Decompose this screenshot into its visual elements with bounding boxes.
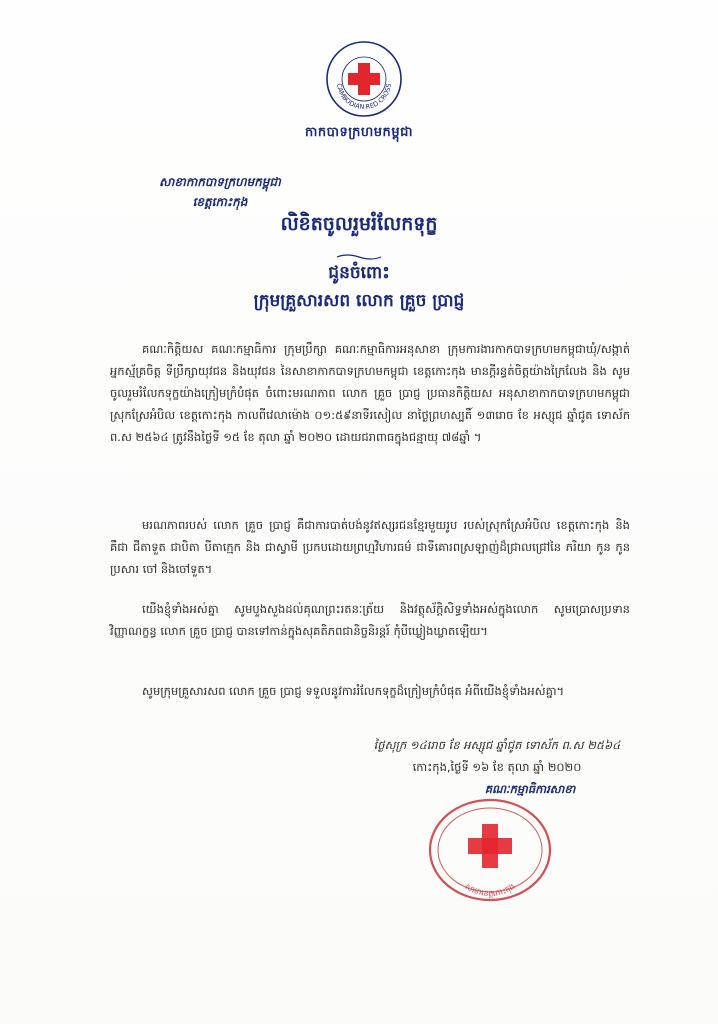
- paragraph-2: មរណភាពរបស់ លោក គ្រួច ប្រាជ្ញ គឺជាការបាត់បង់នូវឥស្សរជនខ្មែរមួយរូប របស់ស្រុកស្រែអំបិល ខេត្តកោះកុង និងគឺជា ជីតាទួត ជាបិតា បីតាក្មេក និង ជាស្វាមី ប្រកបដោយព្រហ្មវិហារធម៌ ជាទីគោរពស្រឡាញ់ដ៏ជ្រាលជ្រៅនៃ ភរិយា កូន កូនប្រសារ ចៅ និងចៅទួត។: [110, 518, 630, 576]
- title-ornament-icon: [335, 252, 383, 262]
- addressee-label: ជូនចំពោះ: [328, 263, 390, 283]
- paragraph-3: យើងខ្ញុំទាំងអស់គ្នា សូមបួងសួងដល់គុណព្រះរតនៈត្រ័យ និងវត្ថុស័ក្តិសិទ្ធទាំងអស់ក្នុងលោក សូមប្រោសប្រទានវិញ្ញាណក្ខន្ធ លោក គ្រួច ប្រាជ្ញ បានទៅកាន់ក្នុងសុគតិភពជានិច្ចនិរន្តរ៍ កុំបីឃ្លៀងឃ្លាតឡើយ។: [110, 602, 630, 638]
- stamp-text: សាខាខេត្តកោះកុង: [463, 881, 517, 899]
- lunar-date: ថ្ងៃសុក្រ ១៤រោច ខែ អស្សុជ ឆ្នាំជូត ទោស័ក ព.ស ២៥៦៤: [373, 738, 621, 752]
- paragraph-1: គណៈកិត្តិយស គណៈកម្មាធិការ ក្រុមប្រឹក្សា គណៈកម្មាធិការអនុសាខា ក្រុមការងារកាកបាទក្រហមកម្ពុជាឃុំ/សង្កាត់ អ្នកស្ម័គ្រចិត្ត ទីប្រឹក្សាយុវជន និងយុវជន នៃសាខាកាកបាទក្រហមកម្ពុជា ខេត្តកោះកុង មានក្តីរន្ធត់ចិត្តយ៉ាងក្រៃលែង និង សូមចូលរួមរំលែកទុក្ខយ៉ាងក្រៀមក្រំបំផុត ចំពោះមរណភាព លោក គ្រួច ប្រាជ្ញ ប្រធានកិត្តិយស អនុសាខាកាកបាទក្រហមកម្ពុជា ស្រុកស្រែអំបិល ខេត្តកោះកុង កាលពីវេលាម៉ោង ០១:៥៩នាទីរសៀល នាថ្ងៃព្រហស្បតិ៍ ១៣រោច ខែ អស្សុជ ឆ្នាំជូត ទោស័ក ព.ស ២៥៦៤ ត្រូវនឹងថ្ងៃទី ១៥ ខែ តុលា ឆ្នាំ ២០២០ ដោយជរាពាធក្នុងជន្មាយុ ៧៨ឆ្នាំ ។: [110, 342, 630, 444]
- branch-block: [110, 172, 330, 212]
- logo-text: CAMBODIAN RED CROSS: [334, 82, 393, 112]
- paragraph-4: សូមក្រុមគ្រួសារសព លោក គ្រួច ប្រាជ្ញ ទទួលនូវការរំលែកទុក្ខដ៏ក្រៀមក្រំបំផុត អំពីយើងខ្ញុំទាំងអស់គ្នា។: [142, 684, 565, 698]
- organization-name: កាកបាទក្រហមកម្ពុជា: [305, 125, 413, 140]
- signer-title: គណៈកម្មាធិការសាខា: [484, 782, 576, 796]
- branch-name: សាខាកាកបាទក្រហមកម្ពុជា: [159, 175, 281, 189]
- svg-text:សាខាខេត្តកោះកុង: [464, 882, 517, 899]
- branch-province: ខេត្តកោះកុង: [192, 195, 248, 209]
- solar-date: កោះកុង,ថ្ងៃទី ១៦ ខែ តុលា ឆ្នាំ ២០២០: [412, 760, 582, 774]
- letter-title: លិខិតចូលរួមរំលែកទុក្ខ: [280, 213, 438, 235]
- red-cross-stamp-icon: [426, 792, 554, 904]
- cambodian-red-cross-emblem-icon: [325, 40, 403, 118]
- addressee-name: ក្រុមគ្រួសារសព លោក គ្រួច ប្រាជ្ញ: [253, 291, 465, 311]
